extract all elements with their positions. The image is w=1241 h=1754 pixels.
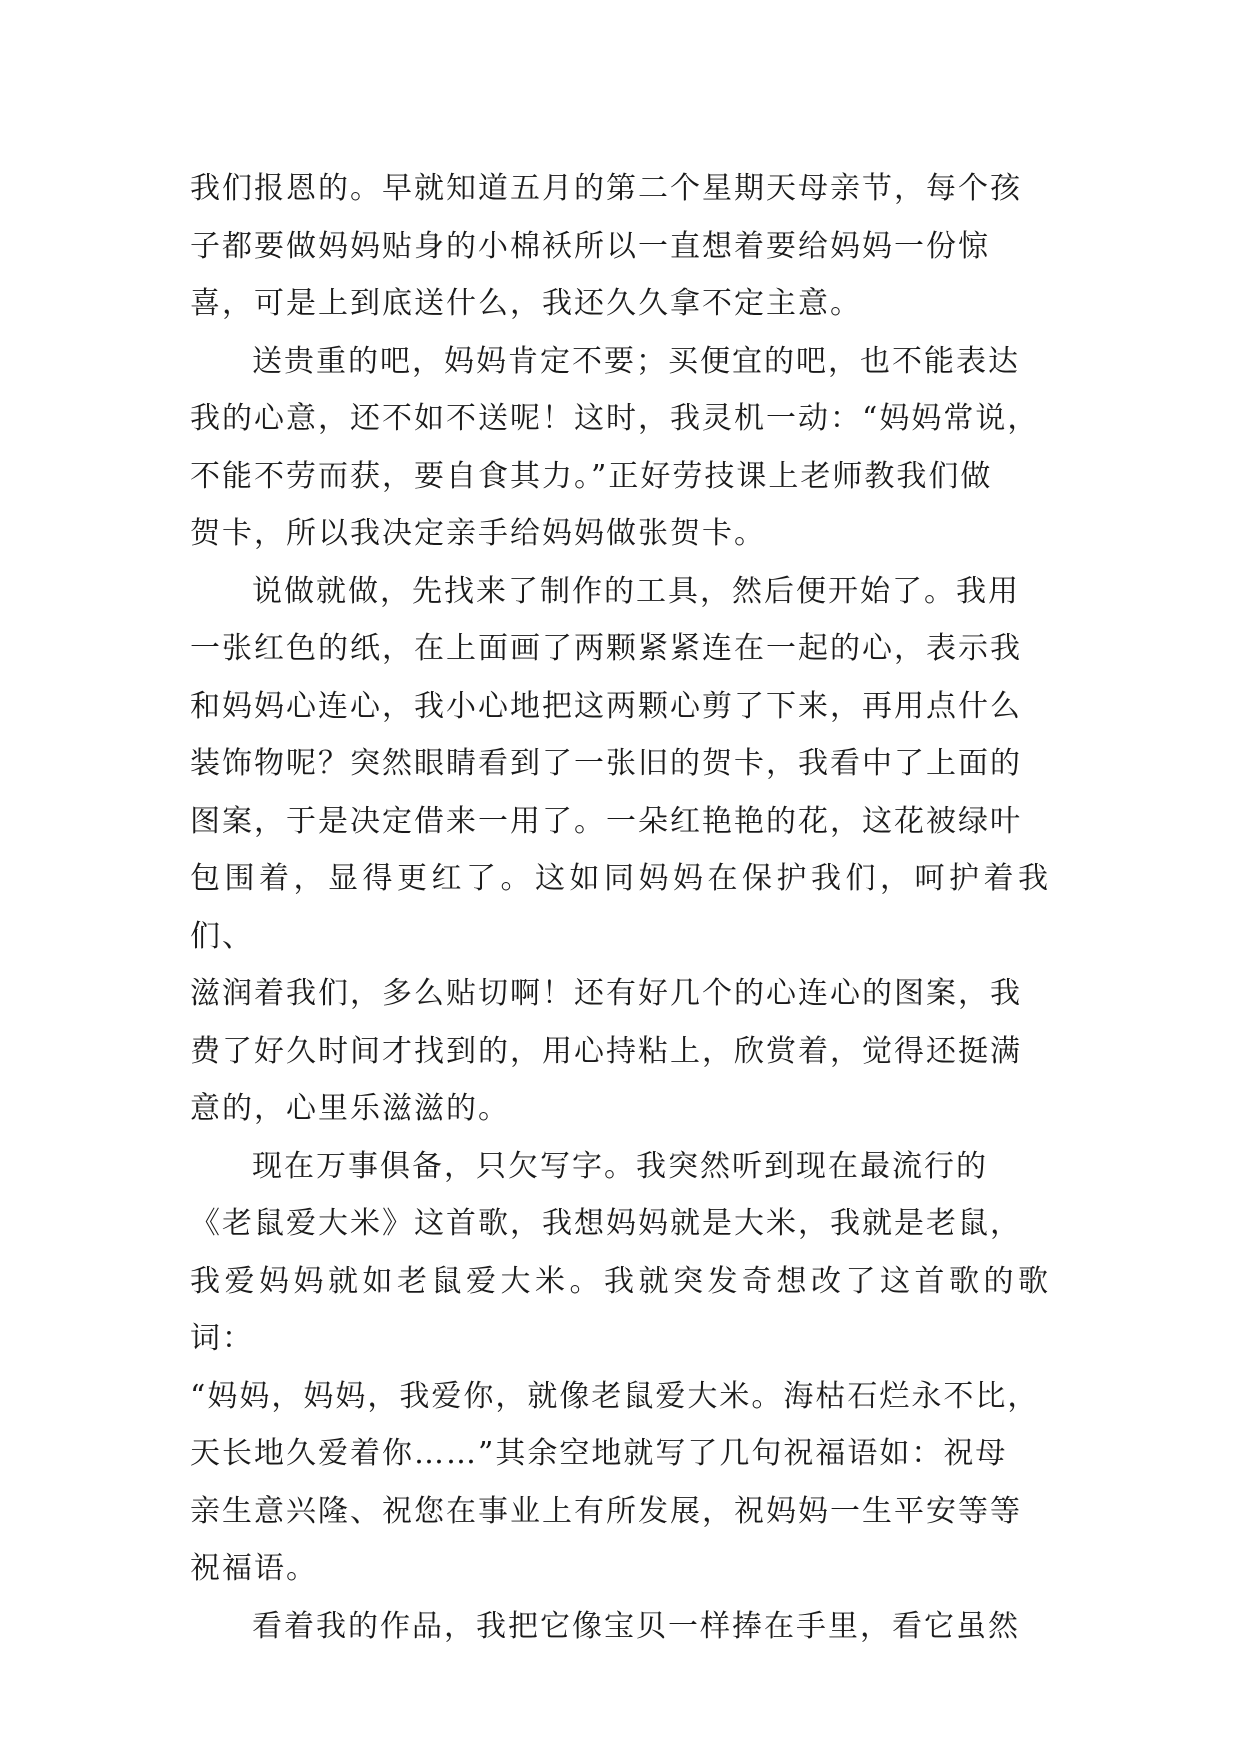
paragraph-2: 送贵重的吧，妈妈肯定不要；买便宜的吧，也不能表达 我的心意，还不如不送呢！这时，我灵机一动：“妈妈常说， 不能不劳而获，要自食其力。”正好劳技课上老师教我们做 贺卡，所以我决定亲手给妈妈做张贺卡。 bbox=[190, 343, 1040, 551]
paragraph-4: 现在万事俱备，只欠写字。我突然听到现在最流行的 《老鼠爱大米》这首歌，我想妈妈就是大米，我就是老鼠， 我爱妈妈就如老鼠爱大米。我就突发奇想改了这首歌的歌词： “妈妈，妈妈，我爱你，就像老鼠爱大米。海枯石烂永不比， 天长地久爱着你……”其余空地就写了几句祝福语如：祝母 亲生意兴隆、祝您在事业上有所发展，祝妈妈一生平安等等 祝福语。 bbox=[190, 1148, 1050, 1586]
document-body bbox=[190, 160, 1050, 1655]
paragraph-3: 说做就做，先找来了制作的工具，然后便开始了。我用 一张红色的纸，在上面画了两颗紧紧连在一起的心，表示我 和妈妈心连心，我小心地把这两颗心剪了下来，再用点什么 装饰物呢？突然眼睛看到了一张旧的贺卡，我看中了上面的 图案，于是决定借来一用了。一朵红艳艳的花，这花被绿叶 包围着，显得更红了。这如同妈妈在保护我们，呵护着我们、 滋润着我们，多么贴切啊！还有好几个的心连心的图案，我 费了好久时间才找到的，用心持粘上，欣赏着，觉得还挺满 意的，心里乐滋滋的。 bbox=[190, 573, 1050, 1126]
paragraph-1: 我们报恩的。早就知道五月的第二个星期天母亲节，每个孩 子都要做妈妈贴身的小棉袄所以一直想着要给妈妈一份惊 喜，可是上到底送什么，我还久久拿不定主意。 bbox=[190, 171, 1022, 321]
paragraph-5: 看着我的作品，我把它像宝贝一样捧在手里，看它虽然 bbox=[252, 1608, 1020, 1644]
